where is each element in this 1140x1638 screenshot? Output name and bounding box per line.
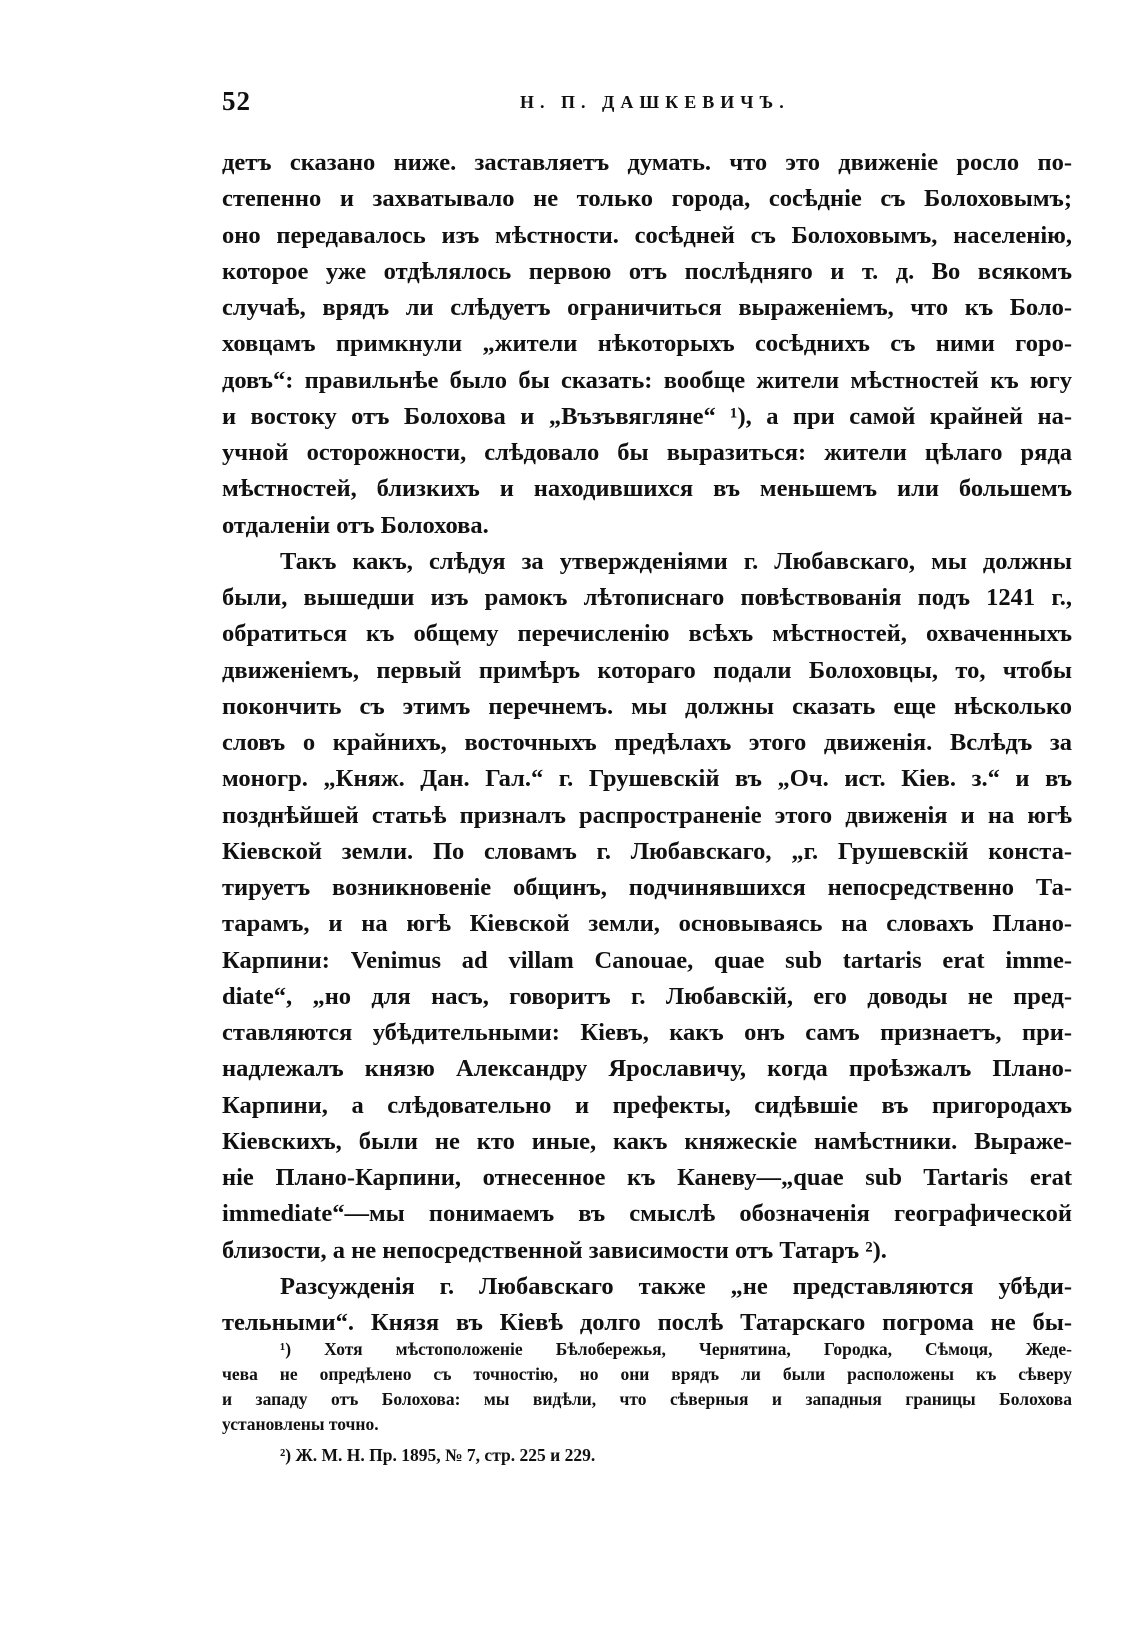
- running-head: Н. П. ДАШКЕВИЧЪ.: [520, 92, 790, 112]
- text-line: отдаленіи отъ Болохова.: [222, 511, 489, 539]
- text-line: Кіевскихъ, были не кто иные, какъ княжескіе намѣстники. Выраже-: [222, 1127, 1072, 1155]
- text-line: Кіевской земли. По словамъ г. Любавскаго, „г. Грушевскій конста-: [222, 837, 1072, 865]
- text-line: ставляются убѣдительными: Кіевъ, какъ онъ самъ признаетъ, при-: [222, 1019, 1072, 1046]
- text-line: оно передавалось изъ мѣстности. сосѣдней съ Болоховымъ, населенію,: [222, 221, 1072, 249]
- footnote-2: ²) Ж. М. Н. Пр. 1895, № 7, стр. 225 и 229.: [280, 1445, 596, 1465]
- page-header: [220, 86, 1070, 120]
- text-line: тарамъ, и на югѣ Кіевской земли, основываясь на словахъ Плано-: [222, 910, 1072, 938]
- text-line: Карпини: Venimus ad villam Canouae, quae sub tartaris erat imme-: [222, 946, 1072, 974]
- text-line: ховцамъ примкнули „жители нѣкоторыхъ сосѣднихъ съ ними горо-: [222, 330, 1072, 358]
- text-line: моногр. „Княж. Дан. Гал.“ г. Грушевскій въ „Оч. ист. Кіев. з.“ и въ: [222, 765, 1072, 793]
- page-number: 52: [222, 86, 251, 116]
- text-line: обратиться къ общему перечисленію всѣхъ мѣстностей, охваченныхъ: [222, 620, 1072, 648]
- footnote-1-line: и западу отъ Болохова: мы видѣли, что сѣверныя и западныя границы Болохова: [222, 1389, 1072, 1409]
- paragraph-start-line: Разсужденія г. Любавскаго также „не представляются убѣди-: [280, 1272, 1072, 1300]
- text-line: и востоку отъ Болохова и „Възъвягляне“ ¹), а при самой крайней на-: [222, 402, 1072, 430]
- text-line: учной осторожности, слѣдовало бы выразиться: жители цѣлаго ряда: [222, 439, 1072, 466]
- text-line: которое уже отдѣлялось первою отъ послѣдняго и т. д. Во всякомъ: [222, 257, 1072, 285]
- text-line: ніе Плано-Карпини, отнесенное къ Каневу—„quae sub Tartaris erat: [222, 1164, 1072, 1191]
- text-line: словъ о крайнихъ, восточныхъ предѣлахъ этого движенія. Вслѣдъ за: [222, 729, 1072, 756]
- text-line: тируетъ возникновеніе общинъ, подчинявшихся непосредственно Та-: [222, 874, 1072, 901]
- text-line: были, вышедши изъ рамокъ лѣтописнаго повѣствованія подъ 1241 г.,: [222, 584, 1072, 611]
- text-line: случаѣ, врядъ ли слѣдуетъ ограничиться выраженіемъ, что къ Боло-: [222, 294, 1072, 321]
- text-line: Карпини, а слѣдовательно и префекты, сидѣвшіе въ пригородахъ: [222, 1091, 1072, 1119]
- text-line: позднѣйшей статьѣ призналъ распространеніе этого движенія и на югѣ: [222, 801, 1072, 829]
- text-line: покончить съ этимъ перечнемъ. мы должны сказать еще нѣсколько: [222, 692, 1072, 720]
- text-line: тельными“. Князя въ Кіевѣ долго послѣ Татарскаго погрома не бы-: [222, 1309, 1072, 1336]
- text-line: детъ сказано ниже. заставляетъ думать. что это движеніе росло по-: [222, 149, 1072, 176]
- text-line: близости, а не непосредственной зависимости отъ Татаръ ²).: [222, 1236, 887, 1264]
- text-line: immediate“—мы понимаемъ въ смыслѣ обозначенія географической: [222, 1200, 1072, 1228]
- text-line: diate“, „но для насъ, говоритъ г. Любавскій, его доводы не пред-: [222, 982, 1072, 1010]
- text-line: надлежалъ князю Александру Ярославичу, когда проѣзжалъ Плано-: [222, 1055, 1072, 1083]
- footnote-1-line: чева не опредѣлено съ точностію, но они врядъ ли были расположены къ сѣверу: [222, 1364, 1072, 1384]
- text-line: движеніемъ, первый примѣръ котораго подали Болоховцы, то, чтобы: [222, 656, 1072, 684]
- footnote-1-line: установлены точно.: [222, 1414, 379, 1434]
- main-text: [222, 145, 1072, 1341]
- text-line: степенно и захватывало не только города, сосѣдніе съ Болоховымъ;: [222, 185, 1072, 213]
- footnote-1-line: ¹) Хотя мѣстоположеніе Бѣлобережья, Чернятина, Городка, Сѣмоця, Жеде-: [280, 1339, 1072, 1359]
- text-line: довъ“: правильнѣе было бы сказать: вообще жители мѣстностей къ югу: [222, 366, 1072, 394]
- text-line: мѣстностей, близкихъ и находившихся въ меньшемъ или большемъ: [222, 475, 1072, 503]
- paragraph-start-line: Такъ какъ, слѣдуя за утвержденіями г. Любавскаго, мы должны: [280, 547, 1072, 575]
- footnotes: [222, 1337, 1072, 1468]
